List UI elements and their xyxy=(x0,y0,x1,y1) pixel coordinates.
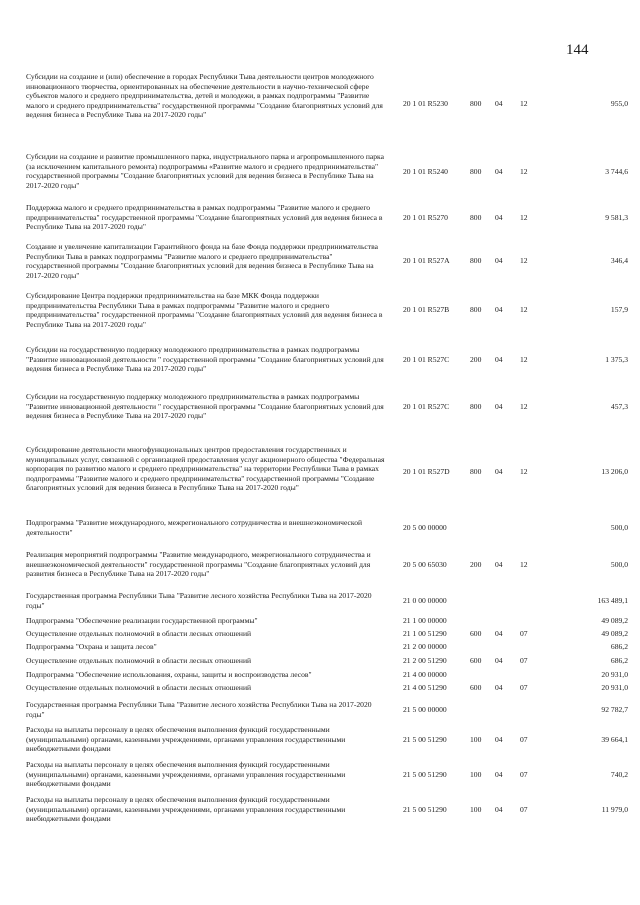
row-section: 04 xyxy=(495,656,503,665)
row-description: Расходы на выплаты персоналу в целях обеспечения выполнения функций государственными (муниципальными) органами, казенными учреждениями, органами управления государственными внебюджетными фондами xyxy=(26,725,346,753)
row-code: 21 2 00 00000 xyxy=(403,642,447,651)
row-section: 04 xyxy=(495,256,503,265)
row-subsection: 07 xyxy=(520,629,528,638)
row-subsection: 07 xyxy=(520,683,528,692)
row-description: Субсидирование деятельности многофункциональных центров предоставления государственных и муниципальных услуг, связанной с организацией предоставления услуг акционерного общества "Федеральная корпорация по развитию малого и среднего предпринимательства" на территории Республики Тыва в рамках подпрограммы "Развитие малого и среднего предпринимательства" государственной программы "Создание благоприятных условий для ведения бизнеса в Республике Тыва на 2017-2020 годы" xyxy=(26,445,385,492)
row-expense-type: 600 xyxy=(470,656,482,665)
row-section: 04 xyxy=(495,560,503,569)
row-expense-type: 200 xyxy=(470,560,482,569)
row-subsection: 12 xyxy=(520,167,528,176)
row-subsection: 07 xyxy=(520,770,528,779)
row-amount: 39 664,1 xyxy=(601,735,628,744)
page-number: 144 xyxy=(566,42,589,58)
row-amount: 3 744,6 xyxy=(605,167,628,176)
row-amount: 92 782,7 xyxy=(601,705,628,714)
row-expense-type: 100 xyxy=(470,735,482,744)
row-description: Поддержка малого и среднего предпринимательства в рамках подпрограммы "Развитие малого и среднего предпринимательства" государственной программы "Создание благоприятных условий для ведения бизнеса в Республике Тыва на 2017-2020 годы" xyxy=(26,203,383,231)
row-expense-type: 100 xyxy=(470,770,482,779)
row-code: 21 2 00 51290 xyxy=(403,656,447,665)
row-description: Субсидии на государственную поддержку молодежного предпринимательства в рамках подпрограммы "Развитие инновационной деятельности " государственной программы "Создание благоприятных условий для ведения бизнеса в Республике Тыва на 2017-2020 годы" xyxy=(26,345,384,373)
row-code: 21 5 00 00000 xyxy=(403,705,447,714)
row-description: Субсидии на государственную поддержку молодежного предпринимательства в рамках подпрограммы "Развитие инновационной деятельности " государственной программы "Создание благоприятных условий для ведения бизнеса в Республике Тыва на 2017-2020 годы" xyxy=(26,392,384,420)
row-description: Государственная программа Республики Тыва "Развитие лесного хозяйства Республики Тыва на 2017-2020 годы" xyxy=(26,591,372,610)
row-description: Реализация мероприятий подпрограммы "Развитие международного, межрегионального сотрудничества и внешнеэкономической деятельности" государственной программы "Создание благоприятных условий для развития бизнеса в Республике Тыва на 2017-2020 годы" xyxy=(26,550,371,578)
row-section: 04 xyxy=(495,402,503,411)
row-section: 04 xyxy=(495,167,503,176)
row-expense-type: 200 xyxy=(470,355,482,364)
row-subsection: 12 xyxy=(520,402,528,411)
row-amount: 457,3 xyxy=(610,402,628,411)
row-code: 20 1 01 R527A xyxy=(403,256,450,265)
row-description: Осуществление отдельных полномочий в области лесных отношений xyxy=(26,683,252,692)
row-expense-type: 800 xyxy=(470,99,482,108)
row-subsection: 12 xyxy=(520,213,528,222)
row-code: 21 1 00 00000 xyxy=(403,616,447,625)
row-section: 04 xyxy=(495,805,503,814)
row-expense-type: 800 xyxy=(470,402,482,411)
row-amount: 157,9 xyxy=(610,305,628,314)
row-expense-type: 600 xyxy=(470,683,482,692)
row-description: Подпрограмма "Обеспечение использования, охраны, защиты и воспроизводства лесов" xyxy=(26,670,312,679)
row-description: Расходы на выплаты персоналу в целях обеспечения выполнения функций государственными (муниципальными) органами, казенными учреждениями, органами управления государственными внебюджетными фондами xyxy=(26,760,346,788)
row-section: 04 xyxy=(495,735,503,744)
row-code: 20 5 00 00000 xyxy=(403,523,447,532)
row-description: Осуществление отдельных полномочий в области лесных отношений xyxy=(26,629,252,638)
row-amount: 13 206,0 xyxy=(601,467,628,476)
row-subsection: 07 xyxy=(520,805,528,814)
row-amount: 11 979,0 xyxy=(601,805,628,814)
row-code: 21 5 00 51290 xyxy=(403,805,447,814)
row-amount: 20 931,0 xyxy=(601,683,628,692)
row-subsection: 12 xyxy=(520,305,528,314)
row-amount: 1 375,3 xyxy=(605,355,628,364)
row-section: 04 xyxy=(495,683,503,692)
row-amount: 500,0 xyxy=(610,560,628,569)
row-amount: 9 581,3 xyxy=(605,213,628,222)
row-amount: 49 089,2 xyxy=(601,629,628,638)
row-amount: 346,4 xyxy=(610,256,628,265)
row-expense-type: 600 xyxy=(470,629,482,638)
row-code: 20 1 01 R527D xyxy=(403,467,450,476)
row-section: 04 xyxy=(495,305,503,314)
row-expense-type: 100 xyxy=(470,805,482,814)
row-code: 20 5 00 65030 xyxy=(403,560,447,569)
row-description: Субсидии на создание и развитие промышленного парка, индустриального парка и агропромышленного парка (за исключением капитального ремонта) подпрограммы «Развитие малого и среднего предпринимательства" государственной программы "Создание благоприятных условий для ведения бизнеса в Республике Тыва на 2017-2020 годы" xyxy=(26,152,384,190)
row-description: Подпрограмма "Развитие международного, межрегионального сотрудничества и внешнеэкономической деятельности" xyxy=(26,518,363,537)
row-section: 04 xyxy=(495,629,503,638)
row-code: 20 1 01 R5230 xyxy=(403,99,448,108)
row-expense-type: 800 xyxy=(470,305,482,314)
row-subsection: 12 xyxy=(520,99,528,108)
row-subsection: 12 xyxy=(520,355,528,364)
row-description: Субсидирование Центра поддержки предпринимательства на базе МКК Фонда поддержки предпринимательства Республики Тыва в рамках подпрограммы "Развитие малого и среднего предпринимательства" государственной программы "Создание благоприятных условий для ведения бизнеса в Республике Тыва на 2017-2020 годы" xyxy=(26,291,383,329)
row-amount: 20 931,0 xyxy=(601,670,628,679)
row-code: 20 1 01 R527B xyxy=(403,305,450,314)
row-amount: 686,2 xyxy=(610,642,628,651)
row-code: 21 4 00 51290 xyxy=(403,683,447,692)
row-section: 04 xyxy=(495,213,503,222)
row-code: 21 1 00 51290 xyxy=(403,629,447,638)
row-description: Осуществление отдельных полномочий в области лесных отношений xyxy=(26,656,252,665)
row-code: 21 5 00 51290 xyxy=(403,735,447,744)
row-amount: 163 489,1 xyxy=(597,596,628,605)
row-section: 04 xyxy=(495,467,503,476)
row-description: Расходы на выплаты персоналу в целях обеспечения выполнения функций государственными (муниципальными) органами, казенными учреждениями, органами управления государственными внебюджетными фондами xyxy=(26,795,346,823)
row-section: 04 xyxy=(495,355,503,364)
row-amount: 740,2 xyxy=(610,770,628,779)
row-section: 04 xyxy=(495,770,503,779)
row-expense-type: 800 xyxy=(470,167,482,176)
row-amount: 49 089,2 xyxy=(601,616,628,625)
row-subsection: 12 xyxy=(520,560,528,569)
row-code: 20 1 01 R5270 xyxy=(403,213,448,222)
row-code: 21 4 00 00000 xyxy=(403,670,447,679)
row-subsection: 12 xyxy=(520,467,528,476)
row-description: Подпрограмма "Обеспечение реализации государственной программы" xyxy=(26,616,258,625)
row-code: 21 0 00 00000 xyxy=(403,596,447,605)
row-code: 20 1 01 R527C xyxy=(403,355,450,364)
row-amount: 500,0 xyxy=(610,523,628,532)
row-expense-type: 800 xyxy=(470,467,482,476)
row-description: Создание и увеличение капитализации Гарантийного фонда на базе Фонда поддержки предпринимательства Республики Тыва в рамках подпрограммы "Развитие малого и среднего предпринимательства" государственной программы "Создание благоприятных условий для ведения бизнеса в Республике Тыва на 2017-2020 годы" xyxy=(26,242,378,280)
row-amount: 686,2 xyxy=(610,656,628,665)
row-subsection: 07 xyxy=(520,735,528,744)
row-code: 20 1 01 R527C xyxy=(403,402,450,411)
row-section: 04 xyxy=(495,99,503,108)
row-subsection: 12 xyxy=(520,256,528,265)
row-code: 20 1 01 R5240 xyxy=(403,167,448,176)
row-expense-type: 800 xyxy=(470,256,482,265)
row-expense-type: 800 xyxy=(470,213,482,222)
row-subsection: 07 xyxy=(520,656,528,665)
row-code: 21 5 00 51290 xyxy=(403,770,447,779)
row-description: Субсидии на создание и (или) обеспечение в городах Республики Тыва деятельности центров молодежного инновационного творчества, ориентированных на обеспечение деятельности в научно-технической сфере субъектов малого и среднего предпринимательства, детей и молодежи, в рамках подпрограммы "Развитие малого и среднего предпринимательства" государственной программы "Создание благоприятных условий для ведения бизнеса в Республике Тыва на 2017-2020 годы" xyxy=(26,72,383,119)
row-amount: 955,0 xyxy=(610,99,628,108)
row-description: Государственная программа Республики Тыва "Развитие лесного хозяйства Республики Тыва на 2017-2020 годы" xyxy=(26,700,372,719)
row-description: Подпрограмма "Охрана и защита лесов" xyxy=(26,642,157,651)
